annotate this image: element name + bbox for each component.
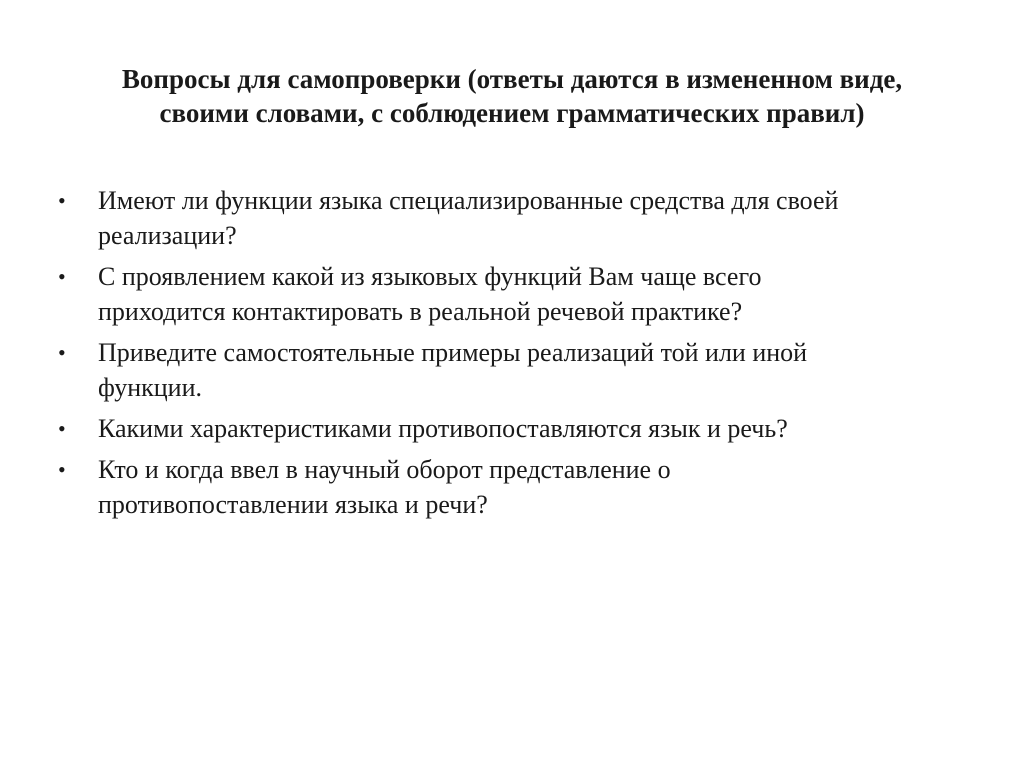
- list-item-line: противопоставлении языка и речи?: [98, 490, 488, 519]
- list-item-line: С проявлением какой из языковых функций Вам чаще всего: [98, 262, 762, 291]
- bullet-icon: •: [58, 457, 66, 482]
- list-item-line: Имеют ли функции языка специализированные средства для своей: [98, 186, 839, 215]
- list-item: [54, 335, 954, 405]
- slide-title: [60, 62, 964, 130]
- bullet-icon: •: [58, 416, 66, 441]
- list-item-line: приходится контактировать в реальной речевой практике?: [98, 297, 743, 326]
- list-item: [54, 452, 954, 522]
- list-item: [54, 259, 954, 329]
- bullet-icon: •: [58, 264, 66, 289]
- bullet-icon: •: [58, 340, 66, 365]
- list-item-line: Какими характеристиками противопоставляются язык и речь?: [98, 414, 788, 443]
- list-item: [54, 411, 954, 446]
- list-item: [54, 183, 954, 253]
- question-list: [54, 183, 954, 528]
- title-line-2: своими словами, с соблюдением грамматических правил): [159, 98, 865, 128]
- bullet-icon: •: [58, 188, 66, 213]
- title-line-1: Вопросы для самопроверки (ответы даются в измененном виде,: [121, 64, 903, 94]
- list-item-line: Кто и когда ввел в научный оборот представление о: [98, 455, 671, 484]
- list-item-line: функции.: [98, 373, 202, 402]
- list-item-line: реализации?: [98, 221, 237, 250]
- list-item-line: Приведите самостоятельные примеры реализаций той или иной: [98, 338, 808, 367]
